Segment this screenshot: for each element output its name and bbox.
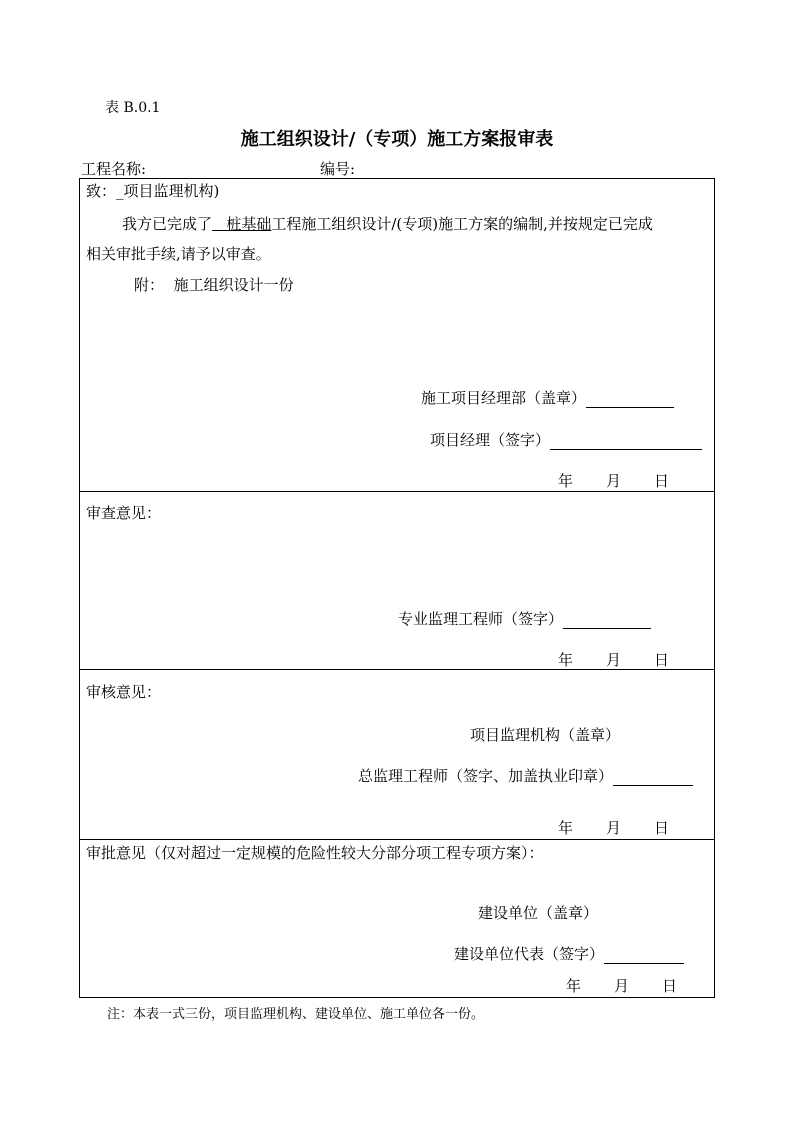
year-label: 年 [558, 819, 574, 837]
owner-unit-seal: 建设单位（盖章） [478, 904, 599, 922]
project-name-label: 工程名称: [81, 160, 147, 178]
engineer-sign-row [398, 608, 651, 629]
form-title: 施工组织设计/（专项）施工方案报审表 [240, 129, 554, 150]
month-label: 月 [606, 819, 622, 837]
owner-rep-sign-line[interactable] [604, 947, 684, 964]
submission-body-line2: 相关审批手续,请予以审查。 [86, 245, 271, 263]
chief-engineer-sign-line[interactable] [613, 769, 693, 786]
contractor-seal-line[interactable] [586, 391, 674, 408]
body-suffix: 工程施工组织设计/(专项)施工方案的编制,并按规定已完成 [271, 215, 653, 233]
month-label: 月 [614, 977, 630, 995]
review-label: 审查意见： [86, 504, 162, 522]
review-date [558, 649, 669, 670]
day-label: 日 [662, 977, 678, 995]
day-label: 日 [654, 651, 670, 669]
attachment-label: 附： [134, 276, 165, 294]
owner-rep-sign-row [454, 943, 684, 964]
year-label: 年 [566, 977, 582, 995]
addressee [86, 180, 219, 201]
contractor-seal-row [421, 387, 674, 408]
engineer-sign-line[interactable] [563, 612, 651, 629]
day-label: 日 [654, 819, 670, 837]
submission-date [558, 470, 669, 491]
year-label: 年 [558, 651, 574, 669]
attachment [134, 274, 294, 295]
audit-date [558, 817, 669, 838]
submission-body-line1 [122, 213, 653, 234]
chief-engineer-sign-label: 总监理工程师（签字、加盖执业印章） [358, 767, 614, 785]
project-type-field: 桩基础 [212, 215, 272, 233]
month-label: 月 [606, 472, 622, 490]
manager-sign-row [430, 429, 702, 450]
attachment-value: 施工组织设计一份 [173, 276, 294, 294]
engineer-sign-label: 专业监理工程师（签字） [398, 610, 564, 628]
audit-label: 审核意见： [86, 683, 162, 701]
approval-label: 审批意见（仅对超过一定规模的危险性较大分部分项工程专项方案）： [86, 844, 544, 862]
supervision-org-seal: 项目监理机构（盖章） [470, 726, 621, 744]
number-label: 编号: [320, 160, 356, 178]
manager-sign-line[interactable] [550, 433, 702, 450]
owner-rep-sign-label: 建设单位代表（签字） [454, 945, 605, 963]
approval-date [566, 975, 677, 996]
chief-engineer-sign-row [358, 765, 693, 786]
body-prefix: 我方已完成了 [122, 215, 213, 233]
table-number: 表 B.0.1 [105, 100, 161, 116]
form-table [79, 178, 715, 998]
submission-section [80, 179, 714, 492]
contractor-seal-label: 施工项目经理部（盖章） [421, 389, 587, 407]
manager-sign-label: 项目经理（签字） [430, 431, 551, 449]
addressee-value: _项目监理机构) [116, 182, 220, 200]
day-label: 日 [654, 472, 670, 490]
addressee-label: 致： [86, 182, 117, 200]
month-label: 月 [606, 651, 622, 669]
audit-section [80, 670, 714, 840]
year-label: 年 [558, 472, 574, 490]
footnote: 注：本表一式三份，项目监理机构、建设单位、施工单位各一份。 [107, 1007, 485, 1022]
approval-section [80, 840, 714, 997]
review-section [80, 492, 714, 670]
